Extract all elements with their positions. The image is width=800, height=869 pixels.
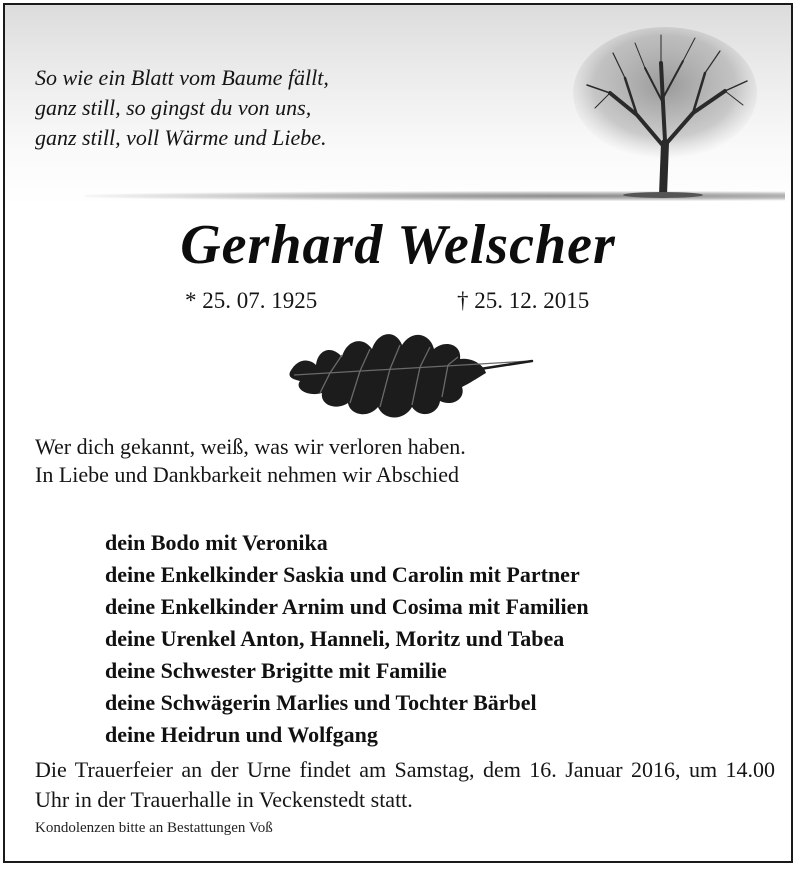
mourner-line: deine Schwester Brigitte mit Familie [105,658,447,683]
mourner-line: deine Enkelkinder Saskia und Carolin mit Partner [105,562,580,587]
mourner-line: deine Heidrun und Wolfgang [105,722,378,747]
poem [35,63,329,153]
mourner-line: deine Enkelkinder Arnim und Cosima mit Familien [105,594,589,619]
funeral-service-info: Die Trauerfeier an der Urne findet am Samstag, dem 16. Januar 2016, um 14.00 Uhr in der Trauerhalle in Veckenstedt statt. [35,757,775,812]
mourner-line: deine Urenkel Anton, Hanneli, Moritz und Tabea [105,626,565,651]
poem-line: ganz still, so gingst du von uns, [35,95,312,120]
birth-date: * 25. 07. 1925 [185,288,318,313]
oak-leaf-illustration [280,317,540,432]
intro-line: In Liebe und Dankbarkeit nehmen wir Abschied [35,462,459,487]
intro-text [35,433,466,489]
mourner-line: deine Schwägerin Marlies und Tochter Bärbel [105,690,537,715]
mourners-list [105,527,589,751]
mourner-line: dein Bodo mit Veronika [105,530,328,555]
death-date: † 25. 12. 2015 [457,288,590,313]
deceased-name: Gerhard Welscher [180,214,616,276]
condolence-note: Kondolenzen bitte an Bestattungen Voß [35,820,273,836]
poem-line: So wie ein Blatt vom Baume fällt, [35,65,329,90]
obituary-notice [3,3,793,863]
poem-line: ganz still, voll Wärme und Liebe. [35,125,327,150]
intro-line: Wer dich gekannt, weiß, was wir verloren haben. [35,434,466,459]
tree-illustration [565,23,765,198]
